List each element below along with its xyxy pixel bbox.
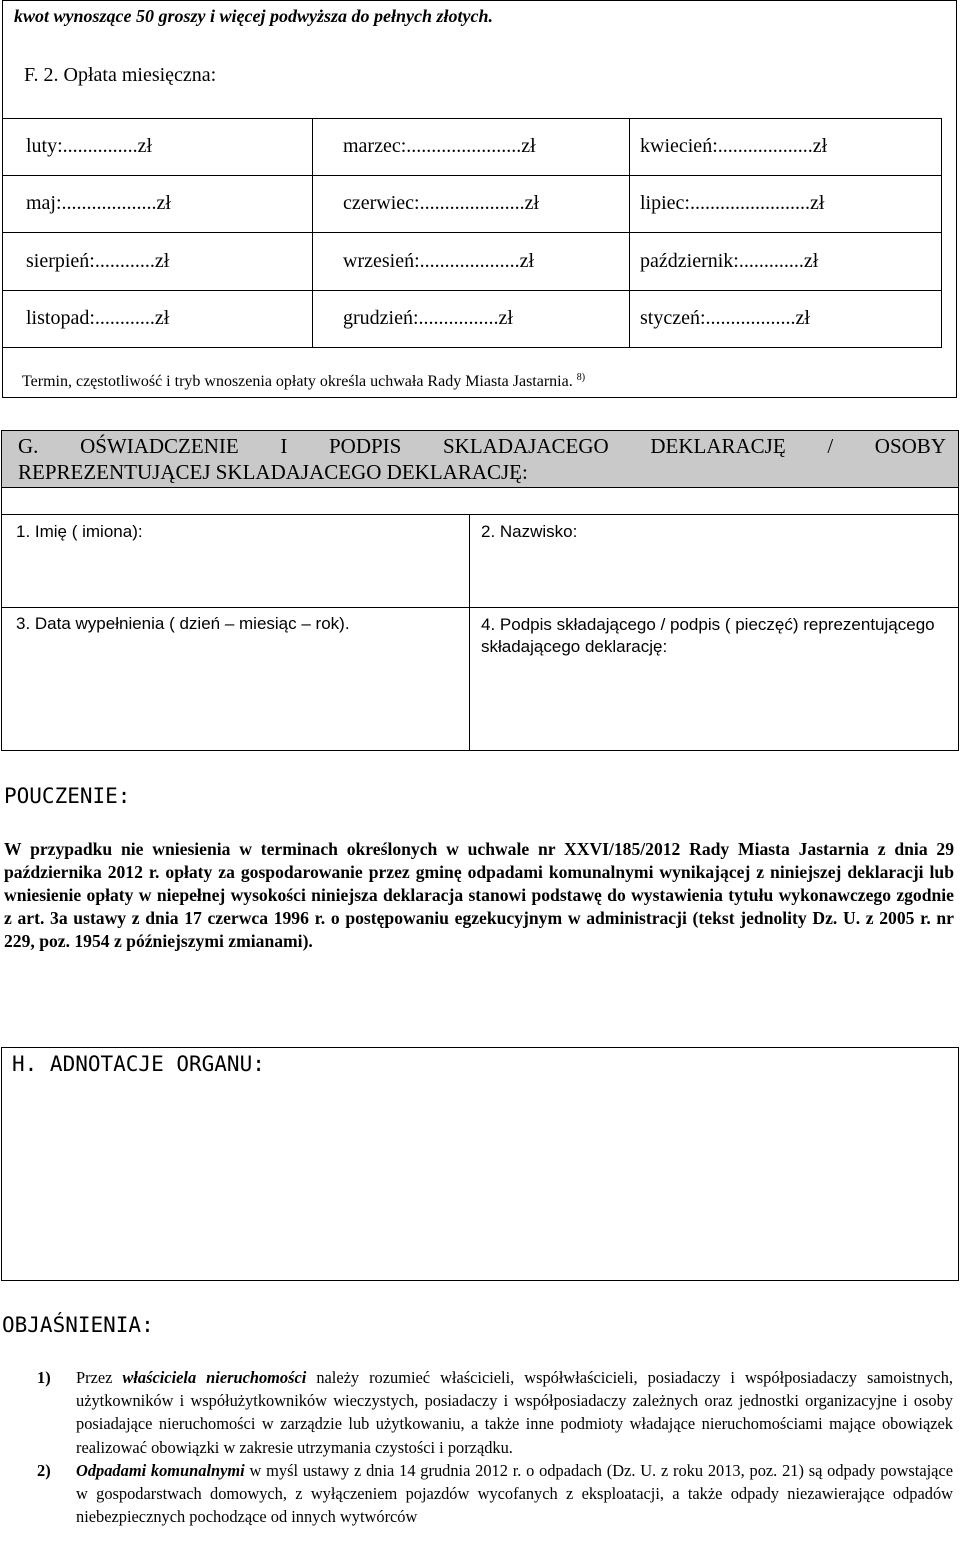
divider: [1, 607, 959, 608]
instruction-text: W przypadku nie wniesienia w terminach określonych w uchwale nr XXVI/185/2012 Rady Miasta Jastarnia z dnia 29 października 2012 r. opłaty za gospodarowanie przez gminę odpadami komunalnymi wynikającej z niniejszej deklaracji lub wniesienie opłaty w niepełnej wysokości niniejsza deklaracja stanowi podstawę do wystawienia tytułu wykonawczego zgodnie z art. 3a ustawy z dnia 17 czerwca 1996 r. o postępowaniu egzekucyjnym w administracji (tekst jednolity Dz. U. z 2005 r. nr 229, poz. 1954 z późniejszymi zmianami).: [4, 839, 954, 951]
fill-date-field[interactable]: 3. Data wypełnienia ( dzień – miesiąc – rok).: [16, 614, 350, 633]
month-field-maj[interactable]: maj:...................zł: [2, 176, 313, 234]
explanations-title: OBJAŚNIENIA:: [2, 1313, 154, 1337]
rounding-note: kwot wynoszące 50 groszy i więcej podwyższa do pełnych złotych.: [14, 6, 493, 26]
title-word: OSOBY: [874, 434, 946, 458]
title-word: SKLADAJACEGO: [443, 434, 609, 458]
divider: [469, 515, 470, 751]
footnote-ref: 8): [576, 372, 586, 383]
month-field-kwiecien[interactable]: kwiecień:...................zł: [630, 118, 942, 176]
item-text: w myśl ustawy z dnia 14 grudnia 2012 r. o odpadach (Dz. U. z roku 2013, poz. 21) są odpady powstające w gospodarstwach domowych, z wyłączeniem pojazdów wycofanych z eksploatacji, a także odpady niezawierające odpadów niebezpiecznych pochodzące od innych wytwórców: [76, 1460, 954, 1527]
list-item: [37, 1366, 953, 1459]
month-field-luty[interactable]: luty:...............zł: [2, 118, 313, 176]
monthly-fee-grid: [2, 118, 942, 348]
item-term: Odpadami komunalnymi: [76, 1460, 245, 1480]
item-term: właściciela nieruchomości: [122, 1368, 307, 1387]
first-name-field[interactable]: 1. Imię ( imiona):: [16, 522, 143, 541]
title-word: PODPIS: [328, 434, 402, 458]
list-item: [37, 1459, 953, 1529]
item-body: [76, 1366, 953, 1459]
signature-field[interactable]: 4. Podpis składającego / podpis ( pieczęć) reprezentującego składającego deklarację:: [481, 615, 935, 656]
title-word: OŚWIADCZENIE: [80, 434, 239, 458]
section-g-title-line2: REPREZENTUJĄCEJ SKLADAJACEGO DEKLARACJĘ:: [18, 460, 528, 484]
month-field-styczen[interactable]: styczeń:..................zł: [630, 291, 942, 349]
authority-notes-box[interactable]: [1, 1047, 959, 1281]
title-word: DEKLARACJĘ: [650, 434, 786, 458]
title-word: /: [827, 434, 834, 458]
payment-term-text: Termin, częstotliwość i tryb wnoszenia opłaty określa uchwała Rady Miasta Jastarnia.: [22, 373, 573, 390]
month-field-lipiec[interactable]: lipiec:........................zł: [630, 176, 942, 234]
month-field-marzec[interactable]: marzec:.......................zł: [313, 118, 630, 176]
surname-field[interactable]: 2. Nazwisko:: [481, 522, 578, 541]
authority-notes-title: H. ADNOTACJE ORGANU:: [12, 1052, 265, 1076]
title-word: I: [280, 434, 288, 458]
explanations-list: [37, 1366, 953, 1528]
payment-term-note: [22, 370, 585, 390]
item-number: 2): [37, 1460, 51, 1480]
title-word: G.: [18, 434, 39, 458]
section-g-title-line1: [18, 434, 946, 459]
month-field-czerwiec[interactable]: czerwiec:.....................zł: [313, 176, 630, 234]
month-field-listopad[interactable]: listopad:............zł: [2, 291, 313, 349]
item-text-pre: Przez: [76, 1368, 123, 1387]
month-field-pazdziernik[interactable]: październik:.............zł: [630, 233, 942, 291]
monthly-fee-title: F. 2. Opłata miesięczna:: [24, 64, 217, 86]
instruction-title: POUCZENIE:: [4, 784, 131, 808]
month-field-sierpien[interactable]: sierpień:............zł: [2, 233, 313, 291]
section-g-spacer-row: [1, 488, 959, 515]
month-field-wrzesien[interactable]: wrzesień:....................zł: [313, 233, 630, 291]
month-field-grudzien[interactable]: grudzień:................zł: [313, 291, 630, 349]
item-number: 1): [37, 1368, 51, 1387]
item-text: należy rozumieć właścicieli, współwłaścicieli, posiadaczy i współposiadaczy samoistnych, użytkowników i współużytkowników wieczystych, posiadaczy i współposiadaczy zależnych oraz jednostki organizacyjne i osoby posiadające nieruchomości w zarządzie lub użytkowaniu, a także inne podmioty władające nieruchomościami mające obowiązek realizować obowiązki w zakresie utrzymania czystości i porządku.: [76, 1368, 953, 1457]
item-body: [76, 1459, 953, 1529]
